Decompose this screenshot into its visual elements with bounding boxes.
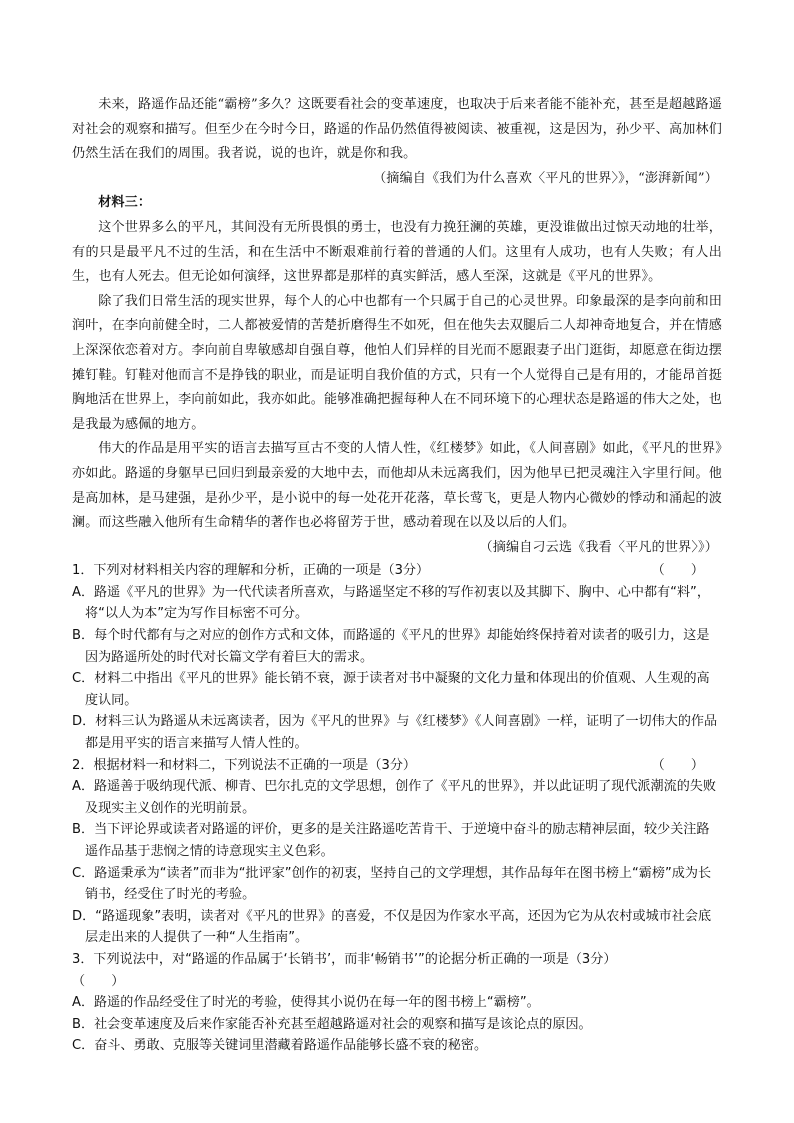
option-b[interactable]: B．当下评论界或读者对路遥的评价，更多的是关注路遥吃苦肯干、于逆境中奋斗的励志精神层面，较少关注路遥作品基于悲悯之情的诗意现实主义色彩。 — [72, 822, 710, 859]
option-a[interactable]: A．路遥的作品经受住了时光的考验，使得其小说仍在每一年的图书榜上“霸榜”。 — [72, 995, 540, 1011]
question-2 — [72, 755, 722, 949]
answer-blank[interactable]: （ ） — [651, 757, 704, 773]
question-text: 2．根据材料一和材料二，下列说法不正确的一项是（3分） — [72, 757, 417, 773]
option-c[interactable]: C．材料二中指出《平凡的世界》能长销不衰，源于读者对书中凝聚的文化力量和体现出的价值观、人生观的高度认同。 — [72, 671, 710, 708]
question-stem — [72, 560, 722, 582]
option-d[interactable]: D．材料三认为路遥从未远离读者，因为《平凡的世界》与《红楼梦》《人间喜剧》一样，证明了一切伟大的作品都是用平实的语言来描写人情人性的。 — [72, 714, 718, 752]
option-b[interactable]: B．每个时代都有与之对应的创作方式和文体，而路遥的《平凡的世界》却能始终保持着对读者的吸引力，这是因为路遥所处的时代对长篇文学有着巨大的需求。 — [72, 628, 710, 665]
passage-paragraph: 伟大的作品是用平实的语言去描写亘古不变的人情人性，《红楼梦》如此，《人间喜剧》如此，《平凡的世界》亦如此。路遥的身躯早已回归到最亲爱的大地中去，而他却从未远离我们，因为他早已把灵魂注入字里行间。他是高加林，是马建强，是孙少平，是小说中的每一处花开花落，草长莺飞，更是人物内心微妙的悸动和涌起的波澜。而这些融入他所有生命精华的著作也必将留芳于世，感动着现在以及以后的人们。 — [72, 441, 722, 531]
question-3 — [72, 949, 722, 1057]
option-c[interactable]: C．奋斗、勇敢、克服等关键词里潜藏着路遥作品能够长盛不衰的秘密。 — [72, 1038, 488, 1054]
answer-blank[interactable]: （ ） — [72, 973, 125, 989]
question-1 — [72, 560, 722, 754]
option-a[interactable]: A．路遥善于吸纳现代派、柳青、巴尔扎克的文学思想，创作了《平凡的世界》，并以此证明了现代派潮流的失败及现实主义创作的光明前景。 — [72, 779, 716, 816]
option-a[interactable]: A．路遥《平凡的世界》为一代代读者所喜欢，与路遥坚定不移的写作初衷以及其脚下、胸中、心中都有“料”，将“以人为本”定为写作目标密不可分。 — [72, 584, 710, 622]
source-citation: （摘编自刁云选《我看〈平凡的世界〉》） — [479, 539, 718, 555]
source-citation: （摘编自《我们为什么喜欢〈平凡的世界〉》，“澎湃新闻”） — [373, 170, 718, 186]
passage-paragraph: 这个世界多么的平凡，其间没有无所畏惧的勇士，也没有力挽狂澜的英雄，更没谁做出过惊天动地的壮举，有的只是最平凡不过的生活，和在生活中不断艰难前行着的普通的人们。这里有人成功，也有人失败；有人出生，也有人死去。但无论如何演绎，这世界都是那样的真实鲜活，感人至深，这就是《平凡的世界》。 — [72, 219, 722, 285]
passage-paragraph: 未来，路遥作品还能“霸榜”多久？这既要看社会的变革速度，也取决于后来者能不能补充，甚至是超越路遥对社会的观察和描写。但至少在今时今日，路遥的作品仍然值得被阅读、被重视，这是因为，孙少平、高加林们仍然生活在我们的周围。我者说，说的也许，就是你和我。 — [72, 97, 722, 162]
option-d[interactable]: D．“路遥现象”表明，读者对《平凡的世界》的喜爱，不仅是因为作家水平高，还因为它为从农村或城市社会底层走出来的人提供了一种“人生指南”。 — [72, 908, 712, 946]
passage-paragraph: 除了我们日常生活的现实世界，每个人的心中也都有一个只属于自己的心灵世界。印象最深的是李向前和田润叶，在李向前健全时，二人都被爱情的苦楚折磨得生不如死，但在他失去双腿后二人却神奇地复合，并在情感上深深依恋着对方。李向前自卑敏感却自强自尊，他怕人们异样的目光而不愿跟妻子出门逛街，却愿意在街边摆摊钉鞋。钉鞋对他而言不是挣钱的职业，而是证明自我价值的方式，只有一个人觉得自己是有用的，才能昂首挺胸地活在世界上，李向前如此，我亦如此。能够准确把握每种人在不同环境下的心理状态是路遥的伟大之处，也是我最为感佩的地方。 — [72, 293, 722, 432]
option-b[interactable]: B．社会变革速度及后来作家能否补充甚至超越路遥对社会的观察和描写是该论点的原因。 — [72, 1016, 592, 1032]
exam-page — [72, 93, 722, 1057]
option-c[interactable]: C．路遥秉承为“读者”而非为“批评家”创作的初衷，坚持自己的文学理想，其作品每年在图书榜上“霸榜”成为长销书，经受住了时光的考验。 — [72, 865, 712, 903]
question-text: 1．下列对材料相关内容的理解和分析，正确的一项是（3分） — [72, 563, 430, 579]
material-heading: 材料三： — [98, 195, 152, 211]
answer-blank[interactable]: （ ） — [651, 563, 704, 579]
question-text: 3．下列说法中，对“路遥的作品属于‘长销书’，而非‘畅销书’”的论据分析正确的一项是（3分） — [72, 951, 617, 967]
question-stem — [72, 755, 722, 777]
